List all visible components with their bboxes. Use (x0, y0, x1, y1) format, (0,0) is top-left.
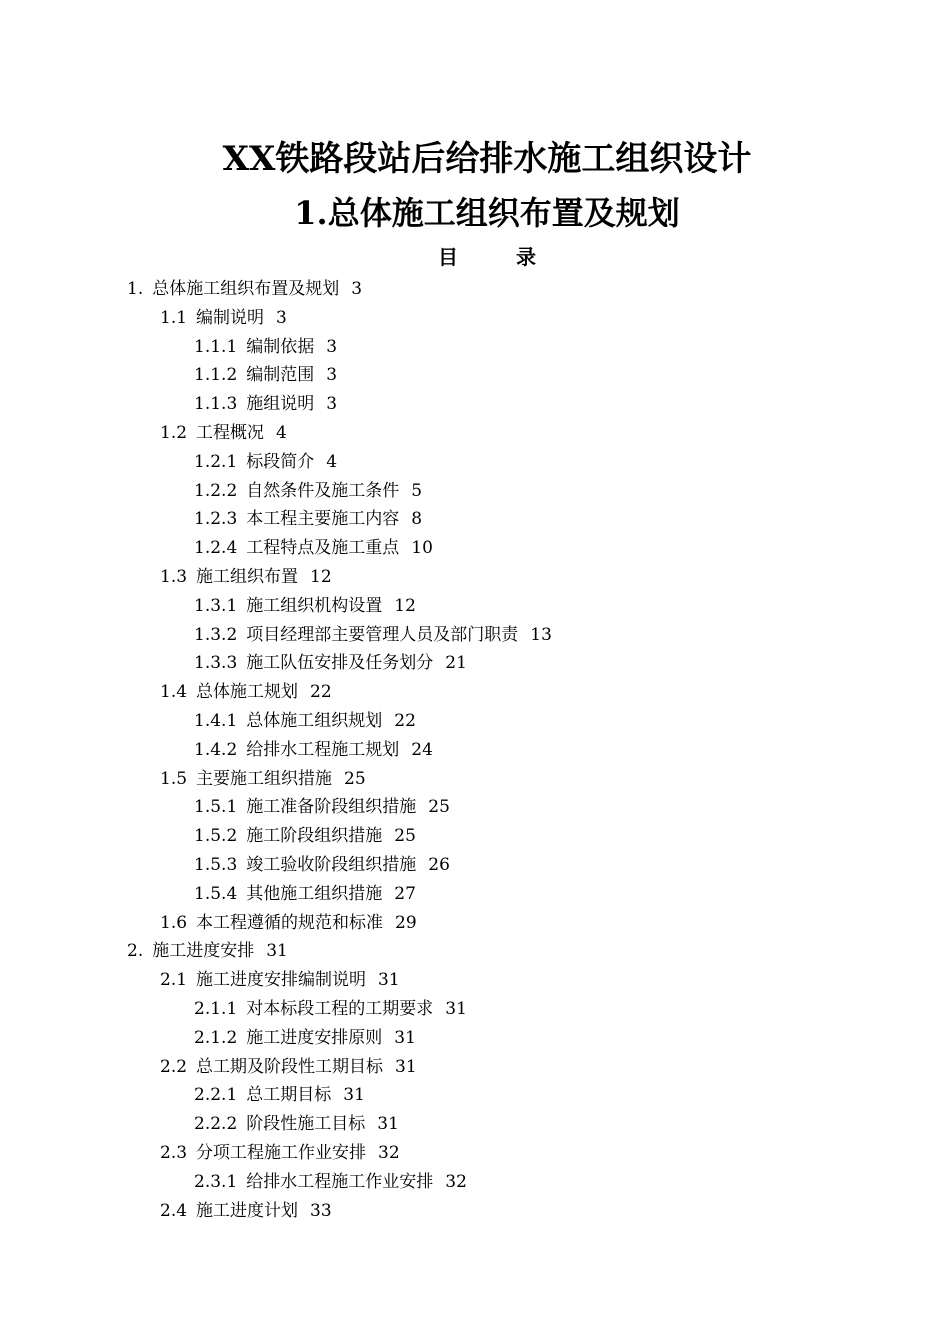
toc-entry-title: 对本标段工程的工期要求 (246, 998, 434, 1019)
toc-entry-page: 27 (394, 883, 416, 904)
toc-entry-page: 32 (445, 1171, 467, 1192)
toc-entry[interactable] (0, 909, 950, 938)
toc-entry-title: 施工进度计划 (196, 1200, 299, 1221)
toc-entry-title: 给排水工程施工作业安排 (246, 1171, 434, 1192)
toc-heading (0, 240, 950, 274)
toc-entry-number: 2.3 (160, 1142, 188, 1163)
toc-entry-page: 25 (428, 797, 450, 818)
toc-entry-page: 4 (276, 422, 287, 443)
toc-entry-title: 施工进度安排原则 (246, 1027, 383, 1048)
toc-entry[interactable] (0, 736, 950, 765)
toc-entry[interactable] (0, 592, 950, 621)
toc-entry-page: 12 (394, 595, 416, 616)
toc-entry-number: 2.4 (160, 1200, 188, 1221)
toc-entry-page: 3 (276, 307, 287, 328)
toc-entry-page: 33 (310, 1200, 332, 1221)
toc-entry-title: 编制依据 (246, 336, 315, 357)
toc-entry-number: 1.1.3 (194, 394, 238, 415)
toc-entry-title: 阶段性施工目标 (246, 1114, 366, 1135)
toc-entry-number: 2.1.2 (194, 1027, 238, 1048)
toc-entry[interactable] (0, 304, 950, 333)
toc-entry-title: 项目经理部主要管理人员及部门职责 (246, 624, 519, 645)
toc-entry-page: 25 (344, 768, 366, 789)
toc-entry-page: 31 (266, 941, 288, 962)
toc-entry-title: 其他施工组织措施 (246, 883, 383, 904)
toc-entry[interactable] (0, 333, 950, 362)
toc-entry[interactable] (0, 448, 950, 477)
toc-entry-number: 1.5.1 (194, 797, 238, 818)
toc-entry-page: 3 (326, 336, 338, 357)
toc-entry-title: 施工进度安排编制说明 (196, 970, 367, 991)
toc-entry[interactable] (0, 505, 950, 534)
toc-entry-number: 2.2 (160, 1056, 188, 1077)
toc-entry-page: 26 (428, 854, 450, 875)
toc-entry-title: 施工阶段组织措施 (246, 826, 383, 847)
toc-entry-title: 总体施工组织规划 (246, 710, 383, 731)
toc-entry-title: 本工程遵循的规范和标准 (196, 912, 384, 933)
toc-entry-number: 1.3.3 (194, 653, 238, 674)
toc-entry-title: 标段简介 (246, 451, 315, 472)
toc-heading-right: 录 (516, 245, 536, 269)
toc-entry-page: 3 (326, 365, 338, 386)
toc-entry-page: 10 (411, 538, 433, 559)
toc-entry-number: 2.1.1 (194, 998, 238, 1019)
toc-entry-title: 总工期目标 (246, 1085, 332, 1106)
toc-entry-title: 施工进度安排 (152, 941, 255, 962)
toc-entry[interactable] (0, 995, 950, 1024)
toc-entry-page: 24 (411, 739, 433, 760)
toc-entry-number: 1.5.2 (194, 826, 238, 847)
toc-entry[interactable] (0, 1139, 950, 1168)
toc-entry-page: 13 (530, 624, 552, 645)
toc-entry-number: 1.2.4 (194, 538, 238, 559)
toc-entry-page: 22 (310, 682, 332, 703)
table-of-contents (0, 275, 950, 1225)
toc-entry[interactable] (0, 390, 950, 419)
toc-entry-title: 总工期及阶段性工期目标 (196, 1056, 384, 1077)
toc-entry-page: 31 (377, 1114, 399, 1135)
toc-entry-title: 总体施工组织布置及规划 (152, 279, 340, 299)
toc-entry-number: 2.2.1 (194, 1085, 238, 1106)
toc-entry[interactable] (0, 563, 950, 592)
toc-entry[interactable] (0, 477, 950, 506)
toc-entry-title: 施工组织布置 (196, 566, 299, 587)
toc-entry-title: 自然条件及施工条件 (246, 480, 400, 501)
toc-entry-number: 1.2 (160, 422, 188, 443)
toc-entry-page: 21 (445, 653, 467, 674)
toc-entry-page: 31 (378, 970, 400, 991)
toc-entry[interactable] (0, 765, 950, 794)
toc-entry[interactable] (0, 621, 950, 650)
toc-entry[interactable] (0, 1081, 950, 1110)
toc-entry[interactable] (0, 793, 950, 822)
toc-entry-page: 29 (395, 912, 417, 933)
toc-heading-left: 目 (438, 245, 458, 269)
toc-entry-title: 施组说明 (246, 394, 315, 415)
toc-entry[interactable] (0, 678, 950, 707)
toc-entry-number: 1.3.1 (194, 595, 238, 616)
toc-entry[interactable] (0, 851, 950, 880)
toc-entry-page: 12 (310, 566, 332, 587)
toc-entry-number: 1.1 (160, 307, 188, 328)
document-title: XX铁路段站后给排水施工组织设计 (222, 139, 752, 179)
toc-entry-number: 1.5.3 (194, 854, 238, 875)
toc-entry-number: 1.4.1 (194, 710, 238, 731)
toc-entry[interactable] (0, 880, 950, 909)
toc-entry-number: 1.1.1 (194, 336, 238, 357)
toc-entry-page: 3 (326, 394, 338, 415)
toc-entry-title: 施工准备阶段组织措施 (246, 797, 417, 818)
toc-entry-page: 3 (351, 279, 363, 299)
toc-entry[interactable] (0, 1197, 950, 1226)
toc-entry[interactable] (0, 822, 950, 851)
toc-entry-number: 1.1.2 (194, 365, 238, 386)
toc-entry-title: 施工队伍安排及任务划分 (246, 653, 434, 674)
toc-entry-title: 给排水工程施工规划 (246, 739, 400, 760)
toc-entry-page: 31 (445, 998, 467, 1019)
toc-entry-page: 32 (378, 1142, 400, 1163)
toc-entry-number: 2.2.2 (194, 1114, 238, 1135)
toc-entry-page: 4 (326, 451, 338, 472)
toc-entry-number: 1.4.2 (194, 739, 238, 760)
toc-entry-number: 1.2.2 (194, 480, 238, 501)
toc-entry[interactable] (0, 1053, 950, 1082)
toc-entry-number: 1.2.3 (194, 509, 238, 530)
toc-entry[interactable] (0, 649, 950, 678)
toc-entry-title: 编制范围 (246, 365, 315, 386)
toc-entry[interactable] (0, 1024, 950, 1053)
toc-entry[interactable] (0, 707, 950, 736)
toc-entry[interactable] (0, 419, 950, 448)
toc-entry-page: 5 (411, 480, 423, 501)
toc-entry-number: 1.2.1 (194, 451, 238, 472)
toc-entry-title: 分项工程施工作业安排 (196, 1142, 367, 1163)
toc-entry-number: 2.1 (160, 970, 188, 991)
toc-entry-title: 竣工验收阶段组织措施 (246, 854, 417, 875)
toc-entry-number: 1. (127, 279, 144, 299)
toc-entry-page: 31 (394, 1027, 416, 1048)
document-subtitle: 1.总体施工组织布置及规划 (294, 194, 680, 232)
toc-entry[interactable] (0, 966, 950, 995)
toc-entry-number: 1.5.4 (194, 883, 238, 904)
toc-entry-number: 1.5 (160, 768, 188, 789)
toc-entry-title: 施工组织机构设置 (246, 595, 383, 616)
toc-entry[interactable] (0, 937, 950, 966)
toc-entry-title: 工程特点及施工重点 (246, 538, 400, 559)
toc-entry[interactable] (0, 361, 950, 390)
toc-entry-number: 2.3.1 (194, 1171, 238, 1192)
toc-entry-page: 8 (411, 509, 423, 530)
toc-entry-page: 31 (343, 1085, 365, 1106)
toc-entry-page: 31 (395, 1056, 417, 1077)
toc-entry-number: 1.6 (160, 912, 188, 933)
toc-entry-number: 1.3 (160, 566, 188, 587)
toc-entry[interactable] (0, 1110, 950, 1139)
toc-entry-title: 本工程主要施工内容 (246, 509, 400, 530)
toc-entry-title: 主要施工组织措施 (196, 768, 333, 789)
toc-entry-title: 编制说明 (196, 307, 265, 328)
toc-entry-number: 1.3.2 (194, 624, 238, 645)
toc-entry-number: 1.4 (160, 682, 188, 703)
toc-entry[interactable] (0, 275, 950, 304)
toc-entry-title: 总体施工规划 (196, 682, 299, 703)
toc-entry-title: 工程概况 (196, 422, 265, 443)
toc-entry[interactable] (0, 1168, 950, 1197)
toc-entry[interactable] (0, 534, 950, 563)
toc-entry-number: 2. (127, 941, 144, 962)
toc-entry-page: 22 (394, 710, 416, 731)
toc-entry-page: 25 (394, 826, 416, 847)
